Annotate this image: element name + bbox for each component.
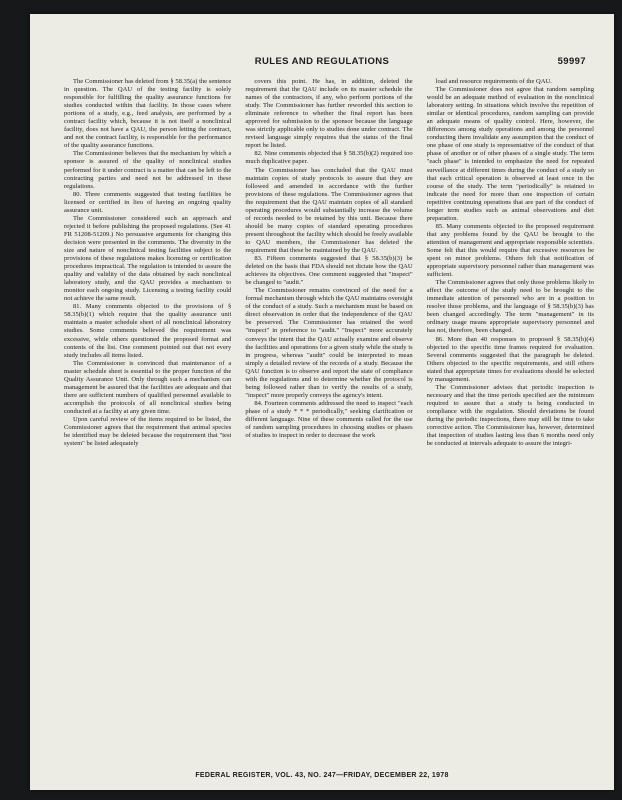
paragraph: The Commissioner believes that the mechanism by which a sponsor is assured of the quality of nonclinical studies performed for it under contract is a matter that can be left to the contracting parties and need not be addressed in these regulations. <box>64 150 232 190</box>
text-column-2 <box>245 78 412 764</box>
paragraph: Upon careful review of the items required to be listed, the Commissioner agrees that the requirement that animal species be identified may be deleted because the requirement that "test system" be listed adequately <box>64 415 232 448</box>
paragraph: The Commissioner considered such an approach and rejected it before publishing the proposed regulations. (See 41 FR 51208-51209.) No persuasive arguments for changing this decision were presented in the comments. The diversity in the size and nature of nonclinical testing facilities subject to the provisions of these regulations makes licensing or certification procedures impractical. The regulation is intended to assure the quality and validity of the data obtained by each nonclinical laboratory study, and the QAU provides a mechanism to monitor each ongoing study. Licensing a testing facility could not achieve the same result. <box>64 214 232 303</box>
paragraph: 86. More than 40 responses to proposed § 58.35(b)(4) objected to the specific time frames required for evaluation. Several comments suggested that the paragraph be deleted. Others objected to the specific requirements, and still others stated that appropriate times for evaluations should be selected by management. <box>426 335 594 383</box>
page-number: 59997 <box>557 56 586 67</box>
text-column-1 <box>64 78 231 764</box>
paragraph: The Commissioner does not agree that random sampling would be an adequate method of evaluation in the nonclinical laboratory setting. In situations which involve the repetition of similar or identical procedures, random sampling can provide an adequate means of quality control. Here, however, the differences among study operations and among the personnel conducting them invalidate any assumption that the conduct of one phase of one study is representative of the conduct of that phase of another or of other phases of a single study. The term "each phase" is intended to emphasize the need for repeated surveillance at different times during the conduct of a study so that each critical operation is observed at least once in the course of the study. The term "periodically" is retained to indicate the need for more than one inspection of certain repetitive continuing operations that are part of the conduct of longer term studies such as animal observations and diet preparation. <box>426 86 594 222</box>
running-footer: FEDERAL REGISTER, VOL. 43, NO. 247—FRIDAY, DECEMBER 22, 1978 <box>195 772 449 779</box>
paragraph: 80. Three comments suggested that testing facilities be licensed or certified in lieu of having an ongoing quality assurance unit. <box>64 190 232 214</box>
paragraph: The Commissioner advises that periodic inspection is necessary and that the time periods specified are the minimum required to assure that a study is being conducted in compliance with the regulation. Should deviations be found during the periodic inspections, there may still be time to take corrective action. The Commissioner has, however, determined that inspection of studies lasting less than 6 months need only be conducted at intervals adequate to assure the integri- <box>426 383 594 448</box>
text-columns <box>64 78 594 764</box>
paragraph: The Commissioner has deleted from § 58.35(a) the sentence in question. The QAU of the testing facility is solely responsible for fulfilling the quality assurance functions for studies conducted within that facility. In those cases where portions of a study, e.g., feed analysis, are performed by a contract facility which, because it is not itself a nonclinical facility, does not have a QAU, the person letting the contract, and not the contract facility, is responsible for the performance of the quality assurance functions. <box>64 78 232 150</box>
header-title: RULES AND REGULATIONS <box>254 56 390 67</box>
paragraph: 85. Many comments objected to the proposed requirement that any problems found by the QAU be brought to the attention of management and appropriate responsible scientists. Some felt that this would require that excessive resources be spent on minor problems. Others felt that notification of appropriate supervisory personnel rather than management was sufficient. <box>426 222 594 279</box>
paragraph: The Commissioner remains convinced of the need for a formal mechanism through which the QAU maintains oversight of the conduct of a study. Such a mechanism must be based on direct observation in order that the independence of the QAU be preserved. The Commissioner has retained the word "inspect" in preference to "audit." "Inspect" more accurately conveys the intent that the QAU actually examine and observe the facilities and operations for a given study while the study is in progress, whereas "audit" could be interpreted to mean simply a detailed review of the records of a study. Because the QAU function is to observe and report the state of compliance with the regulations and to determine whether the protocol is being followed rather than to verify the results of a study, "inspect" more properly conveys the agency's intent. <box>245 287 413 399</box>
paragraph: load and resource requirements of the QAU. <box>435 78 552 85</box>
document-page <box>30 14 614 790</box>
paragraph: 81. Many comments objected to the provisions of § 58.35(b)(1) which require that the quality assurance unit maintain a master schedule sheet of all nonclinical laboratory studies. Some comments believed the requirement was excessive, while others questioned the proposed format and contents of the list. One comment pointed out that not every study includes all items listed. <box>64 303 232 359</box>
paragraph: covers this point. He has, in addition, deleted the requirement that the QAU include on its master schedule the names of the contractors, if any, who perform portions of the study. The Commissioner has further reworded this section to eliminate reference to whether the final report has been approved for submission to the sponsor because the language was strictly applicable only to studies done under contract. The revised language simply requires that the status of the final report be listed. <box>245 78 413 150</box>
paragraph: The Commissioner is convinced that maintenance of a master schedule sheet is essential to the proper function of the Quality Assurance Unit. Only through such a mechanism can management be assured that the facilities are adequate and that there are sufficient numbers of qualified personnel available to accomplish the protocols of all nonclinical studies being conducted at a facility at any given time. <box>64 359 232 415</box>
paragraph: The Commissioner has concluded that the QAU must maintain copies of study protocols to assure that they are followed and amended in accordance with the further provisions of these regulations. The Commissioner agrees that the requirement that the QAU maintain copies of all standard operating procedures would substantially increase the volume of records needed to be retained by this unit. Because there should be many copies of standard operating procedures present throughout the facility which should be freely available to QAU members, the Commissioner has deleted the requirement that these be maintained by the QAU. <box>245 166 413 254</box>
paragraph: The Commissioner agrees that only those problems likely to affect the outcome of the study need to be brought to the immediate attention of personnel who are in a position to resolve those problems, and the language of § 58.35(b)(3) has been changed accordingly. The term "management" in its ordinary usage means appropriate supervisory personnel and has not, therefore, been changed. <box>426 279 594 335</box>
paragraph: 83. Fifteen comments suggested that § 58.35(b)(3) be deleted on the basis that FDA should not dictate how the QAU achieves its objectives. One comment suggested that "inspect" be changed to "audit." <box>245 255 413 287</box>
paragraph: 82. Nine comments objected that § 58.35(b)(2) required too much duplicative paper. <box>245 150 413 166</box>
paragraph: 84. Fourteen comments addressed the need to inspect "each phase of a study * * * periodically," seeking clarification or different language. Nine of these comments called for the use of random sampling procedures in choosing studies or phases of studies to inspect in order to decrease the work <box>245 399 413 440</box>
text-column-3 <box>427 78 594 764</box>
running-header <box>30 56 614 70</box>
